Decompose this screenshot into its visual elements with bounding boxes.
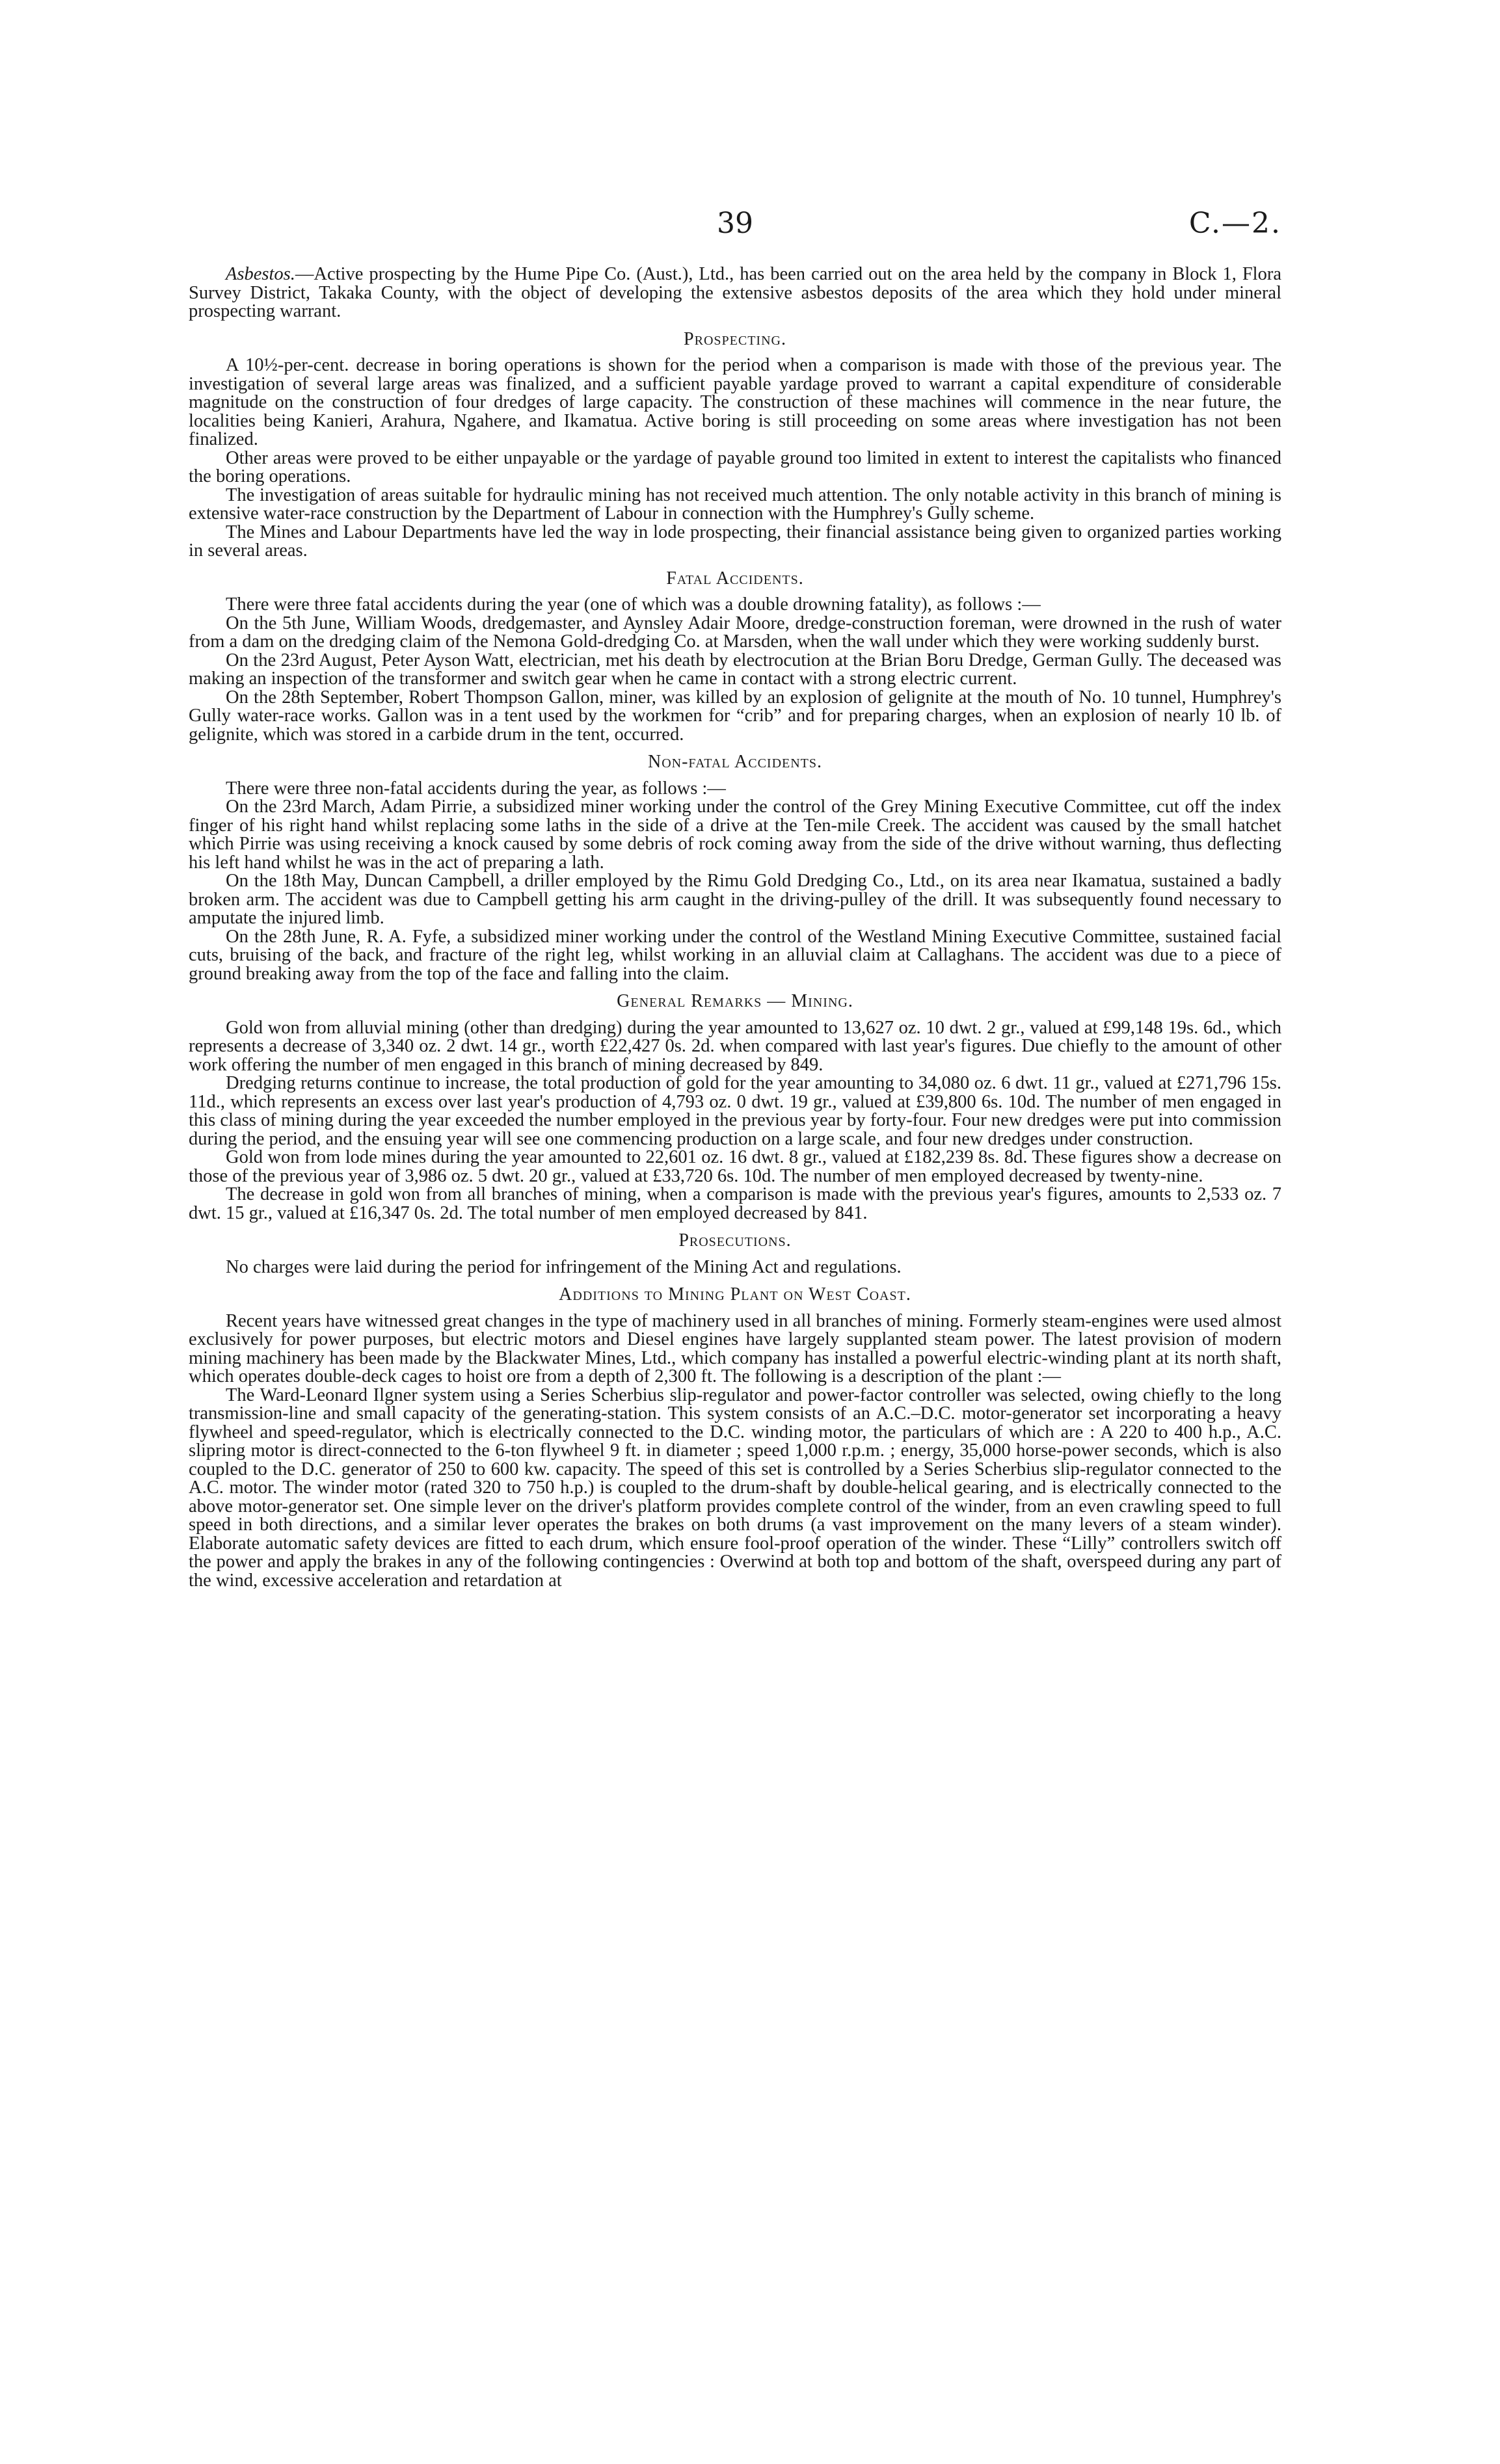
paragraph [189,652,1281,689]
paragraph [189,780,1281,799]
paragraph [189,928,1281,984]
section-heading: Fatal Accidents. [666,568,804,589]
section-heading: Prosecutions. [678,1230,792,1251]
paragraph-text: The decrease in gold won from all branches of mining, when a comparison is made with the previous year's figures, amounts to 2,533 oz. 7 dwt. 15 gr., valued at £16,347 0s. 2d. The total number of men employed decreased by 841. [189,1184,1281,1223]
paragraph-text: On the 23rd August, Peter Ayson Watt, electrician, met his death by electrocution at the Brian Boru Dredge, German Gully. The deceased was making an inspection of the transformer and switch gear when he came in contact with a strong electric current. [189,650,1281,689]
document-reference: C.—2. [1188,207,1281,240]
paragraph [189,1148,1281,1186]
paragraph [189,356,1281,449]
paragraph-text: On the 28th September, Robert Thompson Gallon, miner, was killed by an explosion of gelignite at the mouth of No. 10 tunnel, Humphrey's Gully water-race works. Gallon was in a tent used by the workmen for “crib” and for preparing charges, when an explosion of nearly 10 lb. of gelignite, which was stored in a carbide drum in the tent, occurred. [189,687,1281,745]
paragraph-text: —Active prospecting by the Hume Pipe Co. (Aust.), Ltd., has been carried out on the area held by the company in Block 1, Flora Survey District, Takaka County, with the object of developing the extensive asbestos deposits of the area which they hold under mineral prospecting warrant. [189,264,1281,321]
paragraph [189,596,1281,615]
paragraph [189,523,1281,561]
paragraph-text: There were three fatal accidents during the year (one of which was a double drowning fatality), as follows :— [226,594,1041,615]
section-heading: General Remarks — Mining. [617,991,853,1011]
paragraph [189,1074,1281,1148]
paragraph-text: On the 28th June, R. A. Fyfe, a subsidized miner working under the control of the Westland Mining Executive Committee, sustained facial cuts, bruising of the back, and fracture of the right leg, whilst working in an alluvial claim at Callaghans. The accident was due to a piece of ground breaking away from the top of the face and falling into the claim. [189,926,1281,984]
paragraph [189,1258,1281,1277]
paragraph-text: Other areas were proved to be either unpayable or the yardage of payable ground too limited in extent to interest the capitalists who financed the boring operations. [189,447,1281,486]
paragraph-lead: Asbestos. [226,264,295,284]
paragraph-text: Gold won from lode mines during the year amounted to 22,601 oz. 16 dwt. 8 gr., valued at £182,239 8s. 8d. These figures show a decrease on those of the previous year of 3,986 oz. 5 dwt. 20 gr., valued at £33,720 6s. 10d. The number of men employed decreased by twenty-nine. [189,1147,1281,1186]
paragraph-text: No charges were laid during the period for infringement of the Mining Act and regulations. [226,1256,902,1277]
paragraph [189,1019,1281,1075]
paragraph-text: On the 5th June, William Woods, dredgemaster, and Aynsley Adair Moore, dredge-construction foreman, were drowned in the rush of water from a dam on the dredging claim of the Nemona Gold-dredging Co. at Marsden, when the wall under which they were working suddenly burst. [189,613,1281,652]
body-text [189,265,1281,1590]
paragraph-text: On the 18th May, Duncan Campbell, a driller employed by the Rimu Gold Dredging Co., Ltd., on its area near Ikamatua, sustained a badly broken arm. The accident was due to Campbell getting his arm caught in the driving-pulley of the drill. It was subsequently found necessary to amputate the injured limb. [189,871,1281,928]
paragraph [189,1312,1281,1386]
paragraph [189,1386,1281,1591]
paragraph-text: The Ward-Leonard Ilgner system using a Series Scherbius slip-regulator and power-factor controller was selected, owing chiefly to the long transmission-line and small capacity of the generating-station. This system consists of an A.C.–D.C. motor-generator set incorporating a heavy flywheel and speed-regulator, which is electrically connected to the D.C. winding motor, the particulars of which are : A 220 to 400 h.p., A.C. slipring motor is direct-connected to the 6-ton flywheel 9 ft. in diameter ; speed 1,000 r.p.m. ; energy, 35,000 horse-power seconds, which is also coupled to the D.C. generator of 250 to 600 kw. capacity. The speed of this set is controlled by a Series Scherbius slip-regulator connected to the A.C. motor. The winder motor (rated 320 to 750 h.p.) is coupled to the drum-shaft by double-helical gearing, and is electrically connected to the above motor-generator set. One simple lever on the driver's platform provides complete control of the winder, from an even crawling speed to full speed in both directions, and a similar lever operates the brakes on both drums (a vast improvement on the many levers of a steam winder). Elaborate automatic safety devices are fitted to each drum, which ensure fool-proof operation of the winder. These “Lilly” controllers switch off the power and apply the brakes in any of the following contingencies : Overwind at both top and bottom of the shaft, overspeed during any part of the wind, excessive acceleration and retardation at [189,1384,1281,1591]
paragraph [189,486,1281,523]
paragraph [189,1186,1281,1223]
paragraph-text: Recent years have witnessed great changes in the type of machinery used in all branches of mining. Formerly steam-engines were used almost exclusively for power purposes, but electric motors and Diesel engines have largely supplanted steam power. The latest provision of modern mining machinery has been made by the Blackwater Mines, Ltd., which company has installed a powerful electric-winding plant at its north shaft, which operates double-deck cages to hoist ore from a depth of 2,300 ft. The following is a description of the plant :— [189,1310,1281,1386]
paragraph-text: The Mines and Labour Departments have led the way in lode prospecting, their financial assistance being given to organized parties working in several areas. [189,522,1281,561]
paragraph [189,798,1281,872]
paragraph-text: Dredging returns continue to increase, the total production of gold for the year amounting to 34,080 oz. 6 dwt. 11 gr., valued at £271,796 15s. 11d., which represents an excess over last year's production of 4,793 oz. 0 dwt. 19 gr., valued at £39,800 6s. 10d. The number of men engaged in this class of mining during the year exceeded the number employed in the previous year by forty-four. Four new dredges were put into commission during the period, and the ensuing year will see one commencing production on a large scale, and four new dredges under construction. [189,1073,1281,1149]
paragraph-text: The investigation of areas suitable for hydraulic mining has not received much attention. The only notable activity in this branch of mining is extensive water-race construction by the Department of Labour in connection with the Humphrey's Gully scheme. [189,484,1281,523]
paragraph [189,872,1281,928]
paragraph [189,449,1281,486]
paragraph-text: There were three non-fatal accidents during the year, as follows :— [226,778,726,799]
paragraph-text: Gold won from alluvial mining (other than dredging) during the year amounted to 13,627 oz. 10 dwt. 2 gr., valued at £99,148 19s. 6d., which represents a decrease of 3,340 oz. 2 dwt. 14 gr., worth £22,427 0s. 2d. when compared with last year's figures. Due chiefly to the amount of other work offering the number of men engaged in this branch of mining decreased by 849. [189,1017,1281,1075]
section-heading: Additions to Mining Plant on West Coast. [559,1284,911,1305]
page-header [189,207,1281,246]
section-heading: Prospecting. [684,328,786,349]
paragraph [189,689,1281,745]
paragraph-text: On the 23rd March, Adam Pirrie, a subsidized miner working under the control of the Grey Mining Executive Committee, cut off the index finger of his right hand whilst replacing some laths in the side of a drive at the Ten-mile Creek. The accident was caused by the small hatchet which Pirrie was using receiving a knock caused by some debris of rock coming away from the side of the drive without warning, thus deflecting his left hand whilst he was in the act of preparing a lath. [189,797,1281,873]
paragraph [189,615,1281,652]
section-heading: Non-fatal Accidents. [647,752,823,772]
paragraph [189,265,1281,321]
paragraph-text: A 10½-per-cent. decrease in boring operations is shown for the period when a comparison is made with those of the previous year. The investigation of several large areas was finalized, and a sufficient payable yardage proved to warrant a capital expenditure of considerable magnitude on the construction of four dredges of large capacity. The construction of these machines will commence in the near future, the localities being Kanieri, Arahura, Ngahere, and Ikamatua. Active boring is still proceeding on some areas where investigation has not been finalized. [189,355,1281,449]
page-number: 39 [717,207,753,240]
